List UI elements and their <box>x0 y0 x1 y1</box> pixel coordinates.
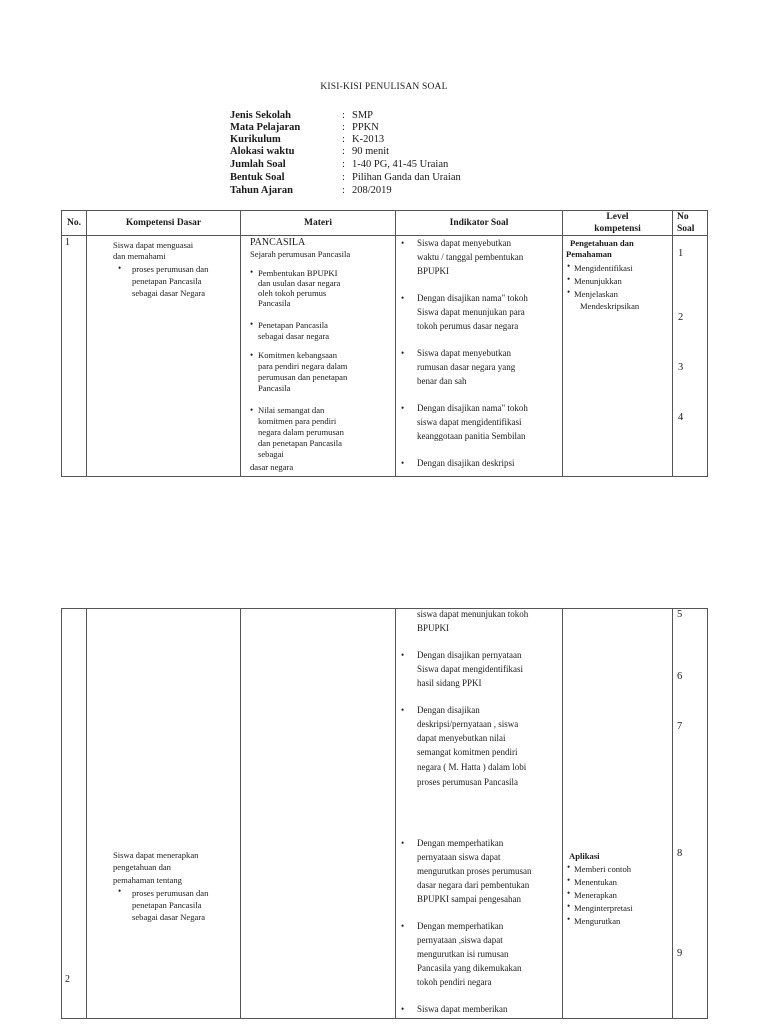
bullet-icon: • <box>401 403 405 413</box>
bullet-icon: • <box>401 348 405 358</box>
meta-value: 90 menit <box>352 146 390 157</box>
meta-value: K-2013 <box>352 134 385 145</box>
materi-item: komitmen para pendiri <box>258 416 337 426</box>
meta-colon: : <box>342 134 345 145</box>
table-border <box>395 608 396 1019</box>
level-heading: Aplikasi <box>569 851 600 861</box>
indikator-text: tokoh pendiri negara <box>417 977 492 987</box>
indikator-text: Siswa dapat menunjukan para <box>417 307 525 317</box>
indikator-text: rumusan dasar negara yang <box>417 362 516 372</box>
header-kompetensi-dasar: Kompetensi Dasar <box>125 218 202 228</box>
table-border <box>61 210 708 211</box>
kd-bullet-text: sebagai dasar Negara <box>132 288 206 298</box>
kd-text: pemahaman tentang <box>113 875 182 885</box>
table-border <box>707 210 708 477</box>
bullet-icon: • <box>567 274 571 284</box>
indikator-text: tokoh perumus dasar negara <box>417 321 519 331</box>
level-item: Menginterpretasi <box>574 903 633 913</box>
question-number: 9 <box>677 948 683 959</box>
header-level-kompetensi: kompetensi <box>594 224 641 234</box>
materi-item: Komitmen kebangsaan <box>258 350 337 360</box>
kd-text: Siswa dapat menerapkan <box>113 850 199 860</box>
bullet-icon: • <box>401 458 405 468</box>
level-item: Menentukan <box>574 877 617 887</box>
level-item: Menunjukkan <box>574 276 622 286</box>
bullet-icon: • <box>401 650 405 660</box>
indikator-text: Dengan memperhatikan <box>417 921 504 931</box>
bullet-icon: • <box>567 914 571 924</box>
bullet-icon: • <box>118 886 122 896</box>
indikator-text: waktu / tanggal pembentukan <box>417 252 524 262</box>
header-indikator-soal: Indikator Soal <box>449 218 509 228</box>
question-number: 3 <box>678 362 684 373</box>
table-border <box>672 608 673 1019</box>
header-no: No. <box>67 218 81 228</box>
kd-text: pengetahuan dan <box>113 862 171 872</box>
indikator-text: BPUPKI <box>417 266 450 276</box>
question-number: 4 <box>678 412 684 423</box>
indikator-text: dapat menyebutkan nilai <box>417 733 506 743</box>
meta-colon: : <box>342 146 345 157</box>
indikator-text: pernyataan ,siswa dapat <box>417 935 503 945</box>
meta-label: Alokasi waktu <box>230 146 295 157</box>
level-item: Mendeskripsikan <box>580 301 640 311</box>
indikator-text: BPUPKI sampai pengesahan <box>417 894 521 904</box>
meta-label: Tahun Ajaran <box>230 185 293 196</box>
indikator-text: Dengan disajikan pernyataan <box>417 650 522 660</box>
question-number: 5 <box>677 609 683 620</box>
meta-label: Kurikulum <box>230 134 281 145</box>
table-border <box>707 608 708 1019</box>
level-heading: Pengetahuan dan <box>570 238 634 248</box>
question-number: 7 <box>677 721 683 732</box>
materi-item: dan penetapan Pancasila <box>258 438 342 448</box>
indikator-text: Siswa dapat mengidentifikasi <box>417 664 523 674</box>
table-border <box>562 608 563 1019</box>
table-border <box>395 210 396 477</box>
materi-item: para pendiri negara dalam <box>258 361 348 371</box>
indikator-text: Dengan disajikan nama" tokoh <box>417 403 528 413</box>
materi-item: oleh tokoh perumus <box>258 288 327 298</box>
materi-item: sebagai dasar negara <box>258 331 330 341</box>
meta-label: Mata Pelajaran <box>230 122 301 133</box>
level-item: Menjelaskan <box>574 289 618 299</box>
indikator-text: Dengan disajikan deskripsi <box>417 458 515 468</box>
header-level: Level <box>606 212 629 222</box>
materi-item: dan usulan dasar negara <box>258 278 341 288</box>
indikator-text: mengurutkan proses perumusan <box>417 866 532 876</box>
indikator-text: pernyataan siswa dapat <box>417 852 501 862</box>
question-number: 2 <box>678 312 684 323</box>
header-no-soal-2: Soal <box>677 224 695 234</box>
bullet-icon: • <box>118 263 122 273</box>
materi-item: Pancasila <box>258 383 291 393</box>
indikator-text: Dengan disajikan <box>417 705 480 715</box>
meta-value: Pilihan Ganda dan Uraian <box>352 172 461 183</box>
header-materi: Materi <box>304 218 332 228</box>
indikator-text: siswa dapat mengidentifikasi <box>417 417 522 427</box>
table-border <box>86 608 87 1019</box>
kd-text: dan memahami <box>113 251 166 261</box>
meta-colon: : <box>342 185 345 196</box>
meta-value: SMP <box>352 110 374 121</box>
meta-value: PPKN <box>352 122 379 133</box>
materi-item: Pancasila <box>258 298 291 308</box>
question-number: 8 <box>677 848 683 859</box>
indikator-text: mengurutkan isi rumusan <box>417 949 509 959</box>
indikator-text: dasar negara dari pembentukan <box>417 880 530 890</box>
table-border <box>240 608 241 1019</box>
kd-text: Siswa dapat menguasai <box>113 240 194 250</box>
meta-colon: : <box>342 159 345 170</box>
bullet-icon: • <box>401 705 405 715</box>
level-heading: Pemahaman <box>566 249 612 259</box>
indikator-text: Siswa dapat memberikan <box>417 1004 508 1014</box>
bullet-icon: • <box>567 287 571 297</box>
question-number: 1 <box>678 248 684 259</box>
header-no-soal: No <box>677 212 689 222</box>
materi-item: sebagai <box>258 449 284 459</box>
meta-value: 208/2019 <box>352 185 392 196</box>
table-border <box>86 210 87 477</box>
materi-item: negara dalam perumusan <box>258 427 344 437</box>
document-title: KISI-KISI PENULISAN SOAL <box>320 82 448 92</box>
table-border <box>61 476 708 477</box>
indikator-text: benar dan sah <box>417 376 467 386</box>
level-item: Mengidentifikasi <box>574 263 633 273</box>
materi-item: perumusan dan penetapan <box>258 372 348 382</box>
question-number: 6 <box>677 671 683 682</box>
bullet-icon: • <box>250 405 254 415</box>
bullet-icon: • <box>567 901 571 911</box>
meta-colon: : <box>342 172 345 183</box>
meta-colon: : <box>342 122 345 133</box>
bullet-icon: • <box>567 862 571 872</box>
table-border <box>61 608 62 1019</box>
indikator-text: Pancasila yang dikemukakan <box>417 963 522 973</box>
bullet-icon: • <box>567 261 571 271</box>
materi-subheading: Sejarah perumusan Pancasila <box>250 249 351 259</box>
bullet-icon: • <box>401 238 405 248</box>
indikator-text: BPUPKI <box>417 623 450 633</box>
bullet-icon: • <box>567 888 571 898</box>
table-border <box>562 210 563 477</box>
indikator-text: keanggotaan panitia Sembilan <box>417 431 526 441</box>
meta-label: Jenis Sekolah <box>230 110 291 121</box>
materi-item: Nilai semangat dan <box>258 405 325 415</box>
materi-heading: PANCASILA <box>250 237 306 248</box>
level-item: Mengurutkan <box>574 916 621 926</box>
bullet-icon: • <box>401 1004 405 1014</box>
indikator-text: hasil sidang PPKI <box>417 678 482 688</box>
kd-bullet-text: penetapan Pancasila <box>132 900 202 910</box>
meta-value: 1-40 PG, 41-45 Uraian <box>352 159 449 170</box>
meta-label: Bentuk Soal <box>230 172 285 183</box>
bullet-icon: • <box>401 838 405 848</box>
indikator-text: siswa dapat menunjukan tokoh <box>417 609 529 619</box>
indikator-text: proses perumusan Pancasila <box>417 777 518 787</box>
indikator-text: Dengan disajikan nama" tokoh <box>417 293 528 303</box>
indikator-text: deskripsi/pernyataan , siswa <box>417 719 519 729</box>
materi-tail: dasar negara <box>250 462 294 472</box>
indikator-text: negara ( M. Hatta ) dalam lobi <box>417 762 527 772</box>
level-item: Menerapkan <box>574 890 617 900</box>
table-border <box>61 210 62 477</box>
indikator-text: Dengan memperhatikan <box>417 838 504 848</box>
table-border <box>61 1018 708 1019</box>
materi-item: Pembentukan BPUPKI <box>258 268 338 278</box>
meta-colon: : <box>342 110 345 121</box>
kd-bullet-text: proses perumusan dan <box>132 264 209 274</box>
bullet-icon: • <box>401 921 405 931</box>
kd-bullet-text: proses perumusan dan <box>132 888 209 898</box>
bullet-icon: • <box>250 319 254 329</box>
kd-bullet-text: penetapan Pancasila <box>132 276 202 286</box>
bullet-icon: • <box>567 875 571 885</box>
bullet-icon: • <box>250 350 254 360</box>
kd-bullet-text: sebagai dasar Negara <box>132 912 206 922</box>
table-border <box>61 608 708 609</box>
meta-label: Jumlah Soal <box>230 159 286 170</box>
bullet-icon: • <box>250 267 254 277</box>
row-number: 1 <box>65 237 70 248</box>
bullet-icon: • <box>401 293 405 303</box>
indikator-text: Siswa dapat menyebutkan <box>417 238 511 248</box>
table-border <box>672 210 673 477</box>
materi-item: Penetapan Pancasila <box>258 320 328 330</box>
table-border <box>61 235 708 236</box>
indikator-text: semangat komitmen pendiri <box>417 747 518 757</box>
level-item: Memberi contoh <box>574 864 632 874</box>
table-border <box>240 210 241 477</box>
row-number: 2 <box>65 974 70 985</box>
indikator-text: Siswa dapat menyebutkan <box>417 348 511 358</box>
